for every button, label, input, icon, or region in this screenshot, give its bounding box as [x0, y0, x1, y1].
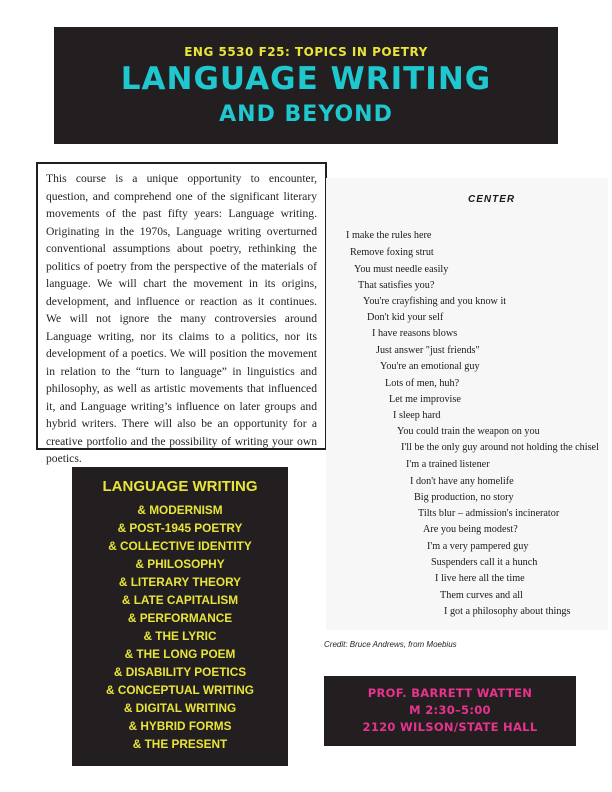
course-header	[54, 27, 558, 144]
topic-item: & HYBRID FORMS	[128, 719, 232, 733]
poem-line: I live here all the time	[435, 573, 525, 584]
instructor-name: PROF. BARRETT WATTEN	[367, 686, 533, 700]
poem-line: Are you being modest?	[423, 524, 518, 535]
poem-line: You could train the weapon on you	[397, 426, 540, 437]
topic-list	[72, 501, 288, 753]
poem-line: I sleep hard	[393, 410, 441, 421]
topic-item: & LITERARY THEORY	[118, 575, 242, 589]
poem-line: You're an emotional guy	[380, 361, 480, 372]
poem-line: Lots of men, huh?	[385, 378, 460, 389]
poem-line: I'll be the only guy around not holding the chisel	[401, 442, 599, 453]
poem-line: I got a philosophy about things	[444, 606, 571, 617]
poem-line: Remove foxing strut	[350, 247, 434, 258]
poem-line: Don't kid your self	[367, 312, 444, 323]
topic-item: & PHILOSOPHY	[135, 557, 225, 571]
instructor-box	[324, 676, 576, 746]
topic-item: & THE LYRIC	[143, 629, 217, 643]
image-credit: Credit: Bruce Andrews, from Moebius	[324, 640, 457, 649]
topic-item: & COLLECTIVE IDENTITY	[108, 539, 252, 553]
poem-line: I don't have any homelife	[410, 476, 514, 487]
poem-title: CENTER	[468, 194, 516, 205]
topic-item: & LATE CAPITALISM	[121, 593, 239, 607]
poem-line: Them curves and all	[440, 590, 523, 601]
topic-item: & DISABILITY POETICS	[113, 665, 247, 679]
topic-item: & THE PRESENT	[132, 737, 228, 751]
poem-line: Big production, no story	[414, 492, 514, 503]
course-code: ENG 5530 F25: TOPICS IN POETRY	[184, 45, 428, 59]
poem-line: Let me improvise	[389, 394, 461, 405]
poem-line: I make the rules here	[346, 230, 432, 241]
poem-line: Tilts blur – admission's incinerator	[418, 508, 560, 519]
poem-line: I'm a very pampered guy	[427, 541, 529, 552]
topic-item: & MODERNISM	[137, 503, 223, 517]
topic-item: & CONCEPTUAL WRITING	[106, 683, 254, 697]
poem-line: You're crayfishing and you know it	[363, 296, 507, 307]
course-title-line2: AND BEYOND	[219, 102, 393, 127]
poem-line: I have reasons blows	[372, 328, 458, 339]
topic-item: & PERFORMANCE	[127, 611, 233, 625]
topic-item: & THE LONG POEM	[124, 647, 236, 661]
topics-heading: LANGUAGE WRITING	[102, 478, 258, 495]
topic-item: & POST-1945 POETRY	[117, 521, 243, 535]
poem-image	[326, 178, 608, 630]
course-description: This course is a unique opportunity to encounter, question, and comprehend one of the significant literary movements of the past fifty years: Language writing. Originating in the 1970s, Language writing overturned conventional assumptions about poetry, rethinking the politics of poetry from the perspective of the materials of language. We will chart the movement in its origins, development, and influence or reaction as it continues. We will not ignore the many controversies around Language writing, nor its claims to a politics, nor its development of a poetics. We will position the movement in relation to the “turn to language” in linguistics and philosophy, as well as artistic movements that influenced it, and Language writing’s influence on later groups and hybrid writers. There will also be an opportunity for a creative portfolio and the possibility of writing your own poetics.	[36, 162, 327, 450]
poem-line: You must needle easily	[354, 264, 449, 275]
poem-line: I'm a trained listener	[406, 459, 490, 470]
topics-box	[72, 467, 288, 766]
course-title-line1: LANGUAGE WRITING	[120, 61, 492, 97]
topic-item: & DIGITAL WRITING	[123, 701, 237, 715]
poem-line: That satisfies you?	[358, 280, 435, 291]
poem-line: Just answer "just friends"	[376, 345, 480, 356]
poem-line: Suspenders call it a hunch	[431, 557, 538, 568]
class-location: 2120 WILSON/STATE HALL	[362, 720, 538, 734]
class-time: M 2:30–5:00	[409, 703, 491, 717]
